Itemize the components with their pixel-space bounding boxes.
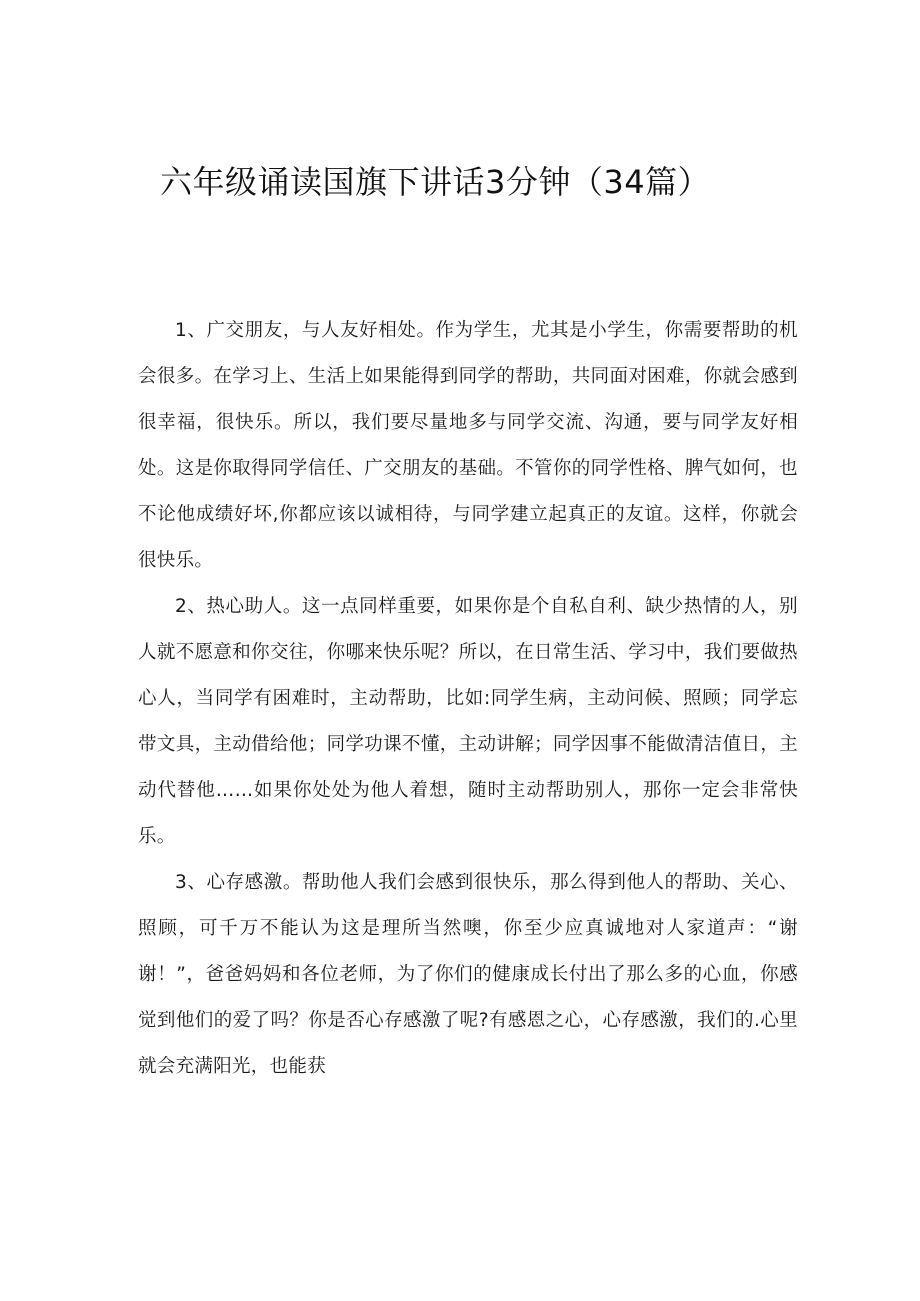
paragraph-2: 2、热心助人。这一点同样重要，如果你是个自私自利、缺少热情的人，别人就不愿意和你交往，你哪来快乐呢？所以，在日常生活、学习中，我们要做热心人，当同学有困难时，主动帮助，比如:同学生病，主动问候、照顾；同学忘带文具，主动借给他；同学功课不懂，主动讲解；同学因事不能做清洁值日，主动代替他……如果你处处为他人着想，随时主动帮助别人，那你一定会非常快乐。 <box>138 596 798 847</box>
paragraph-3: 3、心存感激。帮助他人我们会感到很快乐，那么得到他人的帮助、关心、照顾，可千万不能认为这是理所当然噢，你至少应真诚地对人家道声：“谢谢！”，爸爸妈妈和各位老师，为了你们的健康成长付出了那么多的心血，你感觉到他们的爱了吗？你是否心存感激了呢?有感恩之心，心存感激，我们的.心里就会充满阳光，也能获 <box>138 872 798 1077</box>
paragraph-1: 1、广交朋友，与人友好相处。作为学生，尤其是小学生，你需要帮助的机会很多。在学习上、生活上如果能得到同学的帮助，共同面对困难，你就会感到很幸福，很快乐。所以，我们要尽量地多与同学交流、沟通，要与同学友好相处。这是你取得同学信任、广交朋友的基础。不管你的同学性格、脾气如何，也不论他成绩好坏,你都应该以诚相待，与同学建立起真正的友谊。这样，你就会很快乐。 <box>138 320 798 571</box>
document-title: 六年级诵读国旗下讲话3分钟（34篇） <box>160 163 711 201</box>
document-body <box>138 308 798 1090</box>
